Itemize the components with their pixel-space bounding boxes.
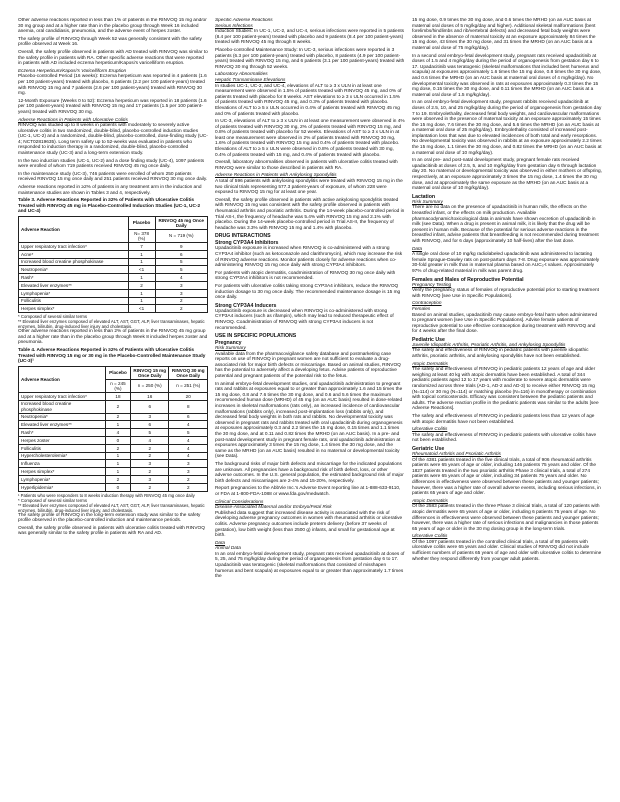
subheading: Atopic Dermatitis <box>412 498 448 504</box>
table-cell: 4 <box>130 436 169 444</box>
table-header-cell: Placebo <box>105 366 130 379</box>
table-row <box>19 392 208 400</box>
paragraph: In a second oral embryo-fetal development study, pregnant rats received upadacitinib at doses of 1.5 and 4 mg/kg/day during the period of organogenesis from gestation day 6 to 17. Upadacitinib was teratogenic (skeletal malformations that included bent humerus and scapula) at exposures approximately 1.6 times the 15 mg dose, 0.8 times the 30 mg dose, and 0.6 times the MRHD (on an AUC basis at maternal oral doses of 4 mg/kg/day). No developmental toxicity was observed in rats at exposures approximately 0.3 times the 15 mg dose, 0.15 times the 30 mg dose, and 0.11 times the MRHD (on an AUC basis at a maternal oral dose of 1.5 mg/kg/day). <box>412 53 602 98</box>
table-header-cell: RINVOQ 30 mg Once Daily <box>169 366 208 379</box>
subheading: Contraception <box>412 301 442 307</box>
table-cell: Upper respiratory tract infection* <box>19 243 129 251</box>
table-cell: Folliculitis <box>19 444 106 452</box>
table-cell: 5 <box>155 266 208 274</box>
section-heading: DRUG INTERACTIONS <box>215 233 271 240</box>
table-cell: 8 <box>169 400 208 413</box>
paragraph: Verify the pregnancy status of females of reproductive potential prior to starting treatment with RINVOQ [see Use in Specific Populations]. <box>412 288 599 299</box>
table-cell: Elevated liver enzymes** <box>19 281 129 289</box>
table-3 <box>18 216 208 313</box>
table-cell: Neutropenia* <box>19 413 106 421</box>
table-cell: 0 <box>105 436 130 444</box>
paragraph: Overall, laboratory abnormalities observed in patients with ulcerative colitis treated with RINVOQ were similar to those described in patients with RA. <box>215 160 398 171</box>
subheading: Clinical Considerations <box>215 499 264 505</box>
paragraph: Of the 2583 patients treated in the three Phase 3 clinical trials, a total of 120 patients with atopic dermatitis were 65 years of age or older, including 6 patients 75 years of age. No differences in effectiveness were observed between these patients and younger patients; however, there was a higher rate of serious infections and malignancies in those patients 65 years of age or older in the 30 mg dosing group in the long-term trials. <box>412 504 600 532</box>
paragraph: The safety profile of RINVOQ in the long-term extension study was similar to the safety profile observed in the placebo-controlled induction and maintenance periods. <box>18 512 201 524</box>
table-cell: Acne* <box>19 250 129 258</box>
paragraph: In studies UC-1, UC-2, and UC-4, elevations of ALT to ≥ 3 x ULN in at least one measurement were observed in 1.5% of patients treated with RINVOQ 45 mg, and 0% of patients treated with placebo for 8 weeks. AST elevations to ≥ 3 x ULN occurred in 1.5% of patients treated with RINVOQ 45 mg, and 0.3% of patients treated with placebo. Elevations of ALT to ≥ 5 x ULN occurred in 0.4% of patients treated with RINVOQ 45 mg and 0% of patients treated with placebo. <box>215 83 402 117</box>
paragraph: Overall, the safety profile observed in patients with AD treated with RINVOQ was similar to the safety profile in patients with RA. Other specific adverse reactions that were reported in patients with AD included eczema herpeticum/Kaposi's varicelliform eruption. <box>18 49 208 67</box>
table-cell: Lymphopenia* <box>19 289 129 297</box>
table-cell: 3 <box>155 281 208 289</box>
subheading: Data <box>412 246 423 252</box>
section-heading: Strong CYP3A4 Inducers <box>215 302 277 309</box>
table-cell: 1 <box>128 250 155 258</box>
table-cell: Increased blood creatine phosphokinase <box>19 258 129 266</box>
paragraph: Upadacitinib exposure is decreased when RINVOQ is co-administered with strong CYP3A4 inducers (such as rifampin), which may lead to reduced therapeutic effect of RINVOQ. Coadministration of RINVOQ with strong CYP3A4 inducers is not recommended. <box>215 308 394 331</box>
paragraph: In an oral pre- and post-natal development study, pregnant female rats received upadacitinib at doses of 2.5, 5, and 10 mg/kg/day from gestation day 6 through lactation day 20. No maternal or developmental toxicity was observed in either mothers or offspring, respectively, at an exposure approximately 3 times the 15 mg dose, 1.4 times the 30 mg dose, and at approximately the same exposure as the MRHD (on an AUC basis at a maternal oral dose of 10 mg/kg/day). <box>412 158 602 192</box>
table-cell: Upper respiratory tract infection* <box>19 392 106 400</box>
table-row <box>19 429 208 437</box>
table-header-cell: Adverse Reaction <box>19 217 129 243</box>
table-cell: 2 <box>130 468 169 476</box>
table-cell: 1 <box>105 452 130 460</box>
column-middle <box>215 18 405 788</box>
table-cell: Herpes zoster <box>19 436 106 444</box>
table-row <box>19 452 208 460</box>
section-heading: Pediatric Use <box>412 336 445 343</box>
paragraph: Published data suggest that increased disease activity is associated with the risk of developing adverse pregnancy outcomes in women with rheumatoid arthritis or ulcerative colitis. Adverse pregnancy outcomes include preterm delivery (before 37 weeks of gestation), low birth weight (less than 2500 g) infants, and small for gestational age at birth. <box>215 510 403 539</box>
paragraph: The background risks of major birth defects and miscarriage for the indicated populations are unknown. All pregnancies have a background risk of birth defect, loss, or other adverse outcomes. In the U.S. general population, the estimated background risk of major birth defects and miscarriages are 2-4% and 15-20%, respectively. <box>215 461 404 484</box>
paragraph: The safety and effectiveness of RINVOQ in pediatric patients with ulcerative colitis have not been established. <box>412 432 597 444</box>
paragraph: In the maintenance study (UC-3), 746 patients were enrolled of whom 250 patients received RINVOQ 15 mg once daily and 251 patients received RINVOQ 30 mg once daily. <box>18 171 208 183</box>
subheading: Specific Adverse Reactions <box>215 18 273 23</box>
subheading: Ulcerative Colitis <box>412 427 448 433</box>
table-cell: 3 <box>169 460 208 468</box>
subheading: Serious Infections <box>215 23 253 29</box>
table-cell: 2 <box>169 483 208 491</box>
table-row <box>19 483 208 491</box>
table-4-caption: Table 4. Adverse Reactions Reported in ≥2% of Patients with Ulcerative Colitis Treated with RINVOQ 15 mg or 30 mg in the Placebo-Controlled Maintenance Study (UC-3)¹ <box>18 347 206 365</box>
table-cell: Elevated liver enzymes** <box>19 421 106 429</box>
table-header-cell: RINVOQ 45 mg Once Daily <box>155 217 208 230</box>
table-row <box>19 281 208 289</box>
section-heading: Strong CYP3A4 Inhibitors <box>215 240 279 247</box>
subheading: Risk Summary <box>412 199 443 205</box>
table-cell: 1 <box>105 460 130 468</box>
table-n-cell: N = 719 (%) <box>155 230 208 243</box>
table-cell: 6 <box>155 250 208 258</box>
table-cell: 1 <box>128 274 155 282</box>
paragraph: In the two induction studies (UC-1, UC-2) and a dose finding study (UC-4), 1097 patients were enrolled of whom 719 patients received RINVOQ 45 mg once daily. <box>18 158 205 170</box>
paragraph: There are no data on the presence of upadacitinib in human milk, the effects on the breastfed infant, or the effects on milk production. Available pharmacodynamic/toxicological data in animals have shown excretion of upadacitinib in milk (see Data). When a drug is present in animal milk, it is likely that the drug will be present in human milk. Because of the potential for serious adverse reactions in the breastfed infant, advise patients that breastfeeding is not recommended during treatment with RINVOQ, and for 6 days (approximately 10 half-lives) after the last dose. <box>412 205 599 244</box>
table-n-cell: n = 245 (%) <box>105 379 130 392</box>
table-cell: 2 <box>130 483 169 491</box>
column-right <box>412 18 602 788</box>
subheading: Adverse Reactions in Patients with Ulcerative Colitis <box>18 117 128 123</box>
section-heading: Lactation <box>412 193 436 200</box>
table-cell: 5 <box>169 429 208 437</box>
table-cell: 3 <box>130 475 169 483</box>
table-cell: Hyperlipidemia* <box>19 483 106 491</box>
paragraph: For patients with atopic dermatitis, coadministration of RINVOQ 30 mg once daily with strong CYP3A4 inhibitors is not recommended. <box>215 270 396 282</box>
table-row <box>19 436 208 444</box>
table-cell: Herpes simplex* <box>19 468 106 476</box>
table-cell: Hypercholesterolemia* <box>19 452 106 460</box>
table-3-caption: Table 3. Adverse Reactions Reported in ≥2% of Patients with Ulcerative Colitis Treated with RINVOQ 45 mg in Placebo-Controlled Induction Studies (UC-1, UC-2 and UC-4) <box>18 198 201 215</box>
subheading: Adverse Reactions in Patients with Ankylosing Spondylitis <box>215 173 337 179</box>
paragraph: In UC-3, elevations of ALT to ≥ 3 x ULN in at least one measurement were observed in 4% of patients treated with RINVOQ 30 mg, 2% of patients treated with RINVOQ 15 mg, and 0.8% of patients treated with placebo for 52 weeks. Elevations of AST to ≥ 3 x ULN in at least one measurement were observed in 2% of patients treated with RINVOQ 30 mg, 1.6% of patients treated with RINVOQ 15 mg and 0.4% of patients treated with placebo. Elevations of ALT to ≥ 5 x ULN were observed in 0.8% of patients treated with 30 mg, 0.4% of patients treated with 15 mg, and 0.4% of patients treated with placebo. <box>215 119 405 158</box>
table-cell: <1 <box>128 305 155 313</box>
table-row <box>19 258 208 266</box>
table-footnote: ** Elevated liver enzymes composed of elevated ALT, AST, GGT, ALP, liver transaminases, hepatic enzymes, bilirubin, drug-induced liver injury and cholestasis. <box>18 319 205 330</box>
table-cell: 1 <box>128 289 155 297</box>
paragraph: A single oral dose of 10 mg/kg radiolabeled upadacitinib was administered to lactating female Sprague-Dawley rats on post-partum days 7-8. Drug exposure was approximately 30-fold greater in milk than in maternal plasma based on AUC₀-t values. Approximately 97% of drug-related material in milk was parent drug. <box>412 252 600 274</box>
subheading: Pregnancy Testing <box>412 282 452 288</box>
table-cell: Lymphopenia* <box>19 475 106 483</box>
table-cell: 4 <box>169 421 208 429</box>
table-4 <box>18 366 208 492</box>
table-header-cell: Placebo <box>128 217 155 230</box>
table-cell: 2 <box>155 305 208 313</box>
table-cell: 3 <box>169 468 208 476</box>
table-header-cell: RINVOQ 15 mg Once Daily <box>130 366 169 379</box>
paragraph: Overall, the safety profile observed in patients with ulcerative colitis treated with RINVOQ was generally similar to the safety profile in patients with RA and AD. <box>18 525 205 537</box>
table-footnote: ¹ Patients who were responders to 8 weeks induction therapy with RINVOQ 45 mg once daily <box>18 492 195 498</box>
table-cell: 9 <box>155 243 208 251</box>
table-cell: Increased blood creatine phosphokinase <box>19 400 106 413</box>
table-row <box>19 305 208 313</box>
paragraph: The safety profile of RINVOQ through Week 52 was generally consistent with the safety profile observed at Week 16. <box>18 36 202 48</box>
table-row <box>19 468 208 476</box>
paragraph: Other adverse reactions reported in less than 2% of patients in the RINVOQ 45 mg group and at a higher rate than in the placebo group through Week 8 included herpes zoster and pneumonia. <box>18 329 208 346</box>
subheading: Data <box>215 540 226 546</box>
table-cell: Influenza <box>19 460 106 468</box>
paragraph: A total of 596 patients with ankylosing spondylitis were treated with RINVOQ 15 mg in the two clinical trials representing 577.3 patient-years of exposure, of whom 228 were exposed to RINVOQ 15 mg for at least one year. <box>215 179 403 196</box>
section-heading: Geriatric Use <box>412 445 445 452</box>
paragraph: In an oral embryo-fetal development study, pregnant rats received upadacitinib at doses of 5, 25, and 75 mg/kg/day during the period of organogenesis from gestation day 6 to 17. Upadacitinib was teratogenic (skeletal malformations that consisted of misshapen humerus and bent scapula) at exposures equal to or greater than approximately 1.7 times the <box>215 551 405 580</box>
table-footnote: * Composed of several similar terms <box>18 497 88 503</box>
paragraph: Induction Studies: In UC-1, UC-2, and UC-4, serious infections were reported in 5 patients (8.4 per 100 patient-years) treated with placebo and 9 patients (8.4 per 100 patient-years) treated with RINVOQ 45 mg through 8 weeks. <box>215 29 405 46</box>
table-row <box>19 274 208 282</box>
section-heading: USE IN SPECIFIC POPULATIONS <box>215 333 297 340</box>
subheading: Juvenile Idiopathic Arthritis, Psoriatic Arthritis, and Ankylosing Spondylitis <box>412 342 566 348</box>
paragraph: Placebo-controlled Maintenance Study: In UC-3, serious infections were reported in 3 patients (6.3 per 100 patient-years) treated with placebo, 8 patients (4.9 per 100 patient-years) treated with RINVOQ 15 mg, and 6 patients (3.1 per 100 patient-years) treated with RINVOQ 30 mg through 52 weeks. <box>215 47 405 70</box>
subheading: Atopic Dermatitis <box>412 361 448 367</box>
table-row <box>19 243 208 251</box>
table-cell: 18 <box>105 392 130 400</box>
table-cell: 2 <box>105 444 130 452</box>
paragraph: The safety and effectiveness of RINVOQ in pediatric patients 12 years of age and older weighing at least 40 kg with atopic dermatitis have been established. A total of 344 pediatric patients aged 12 to 17 years with moderate to severe atopic dermatitis were randomized across three trials (AD-1, AD-2 and AD-3) to receive either RINVOQ 15 mg (N=114) or 30 mg (N=114) or matching placebo (N=116) in monotherapy or combination with topical corticosteroids. Efficacy was consistent between the pediatric patients and adults. The adverse reaction profile in the pediatric patients was similar to the adults [see Adverse Reactions]. <box>412 367 599 412</box>
subheading: Animal Data <box>215 546 241 552</box>
table-header-cell: Adverse Reaction <box>19 366 106 392</box>
table-cell: 2 <box>105 413 130 421</box>
table-cell: 20 <box>169 392 208 400</box>
paragraph: In animal embryo-fetal development studies, oral upadacitinib administration to pregnant rats and rabbits at exposures equal to or greater than approximately 1.6 and 15 times the 15 mg dose, 0.8 and 7.6 times the 30 mg dose, and 0.6 and 5.6 times the maximum recommended human dose (MRHD) of 45 mg (on an AUC basis) resulted in dose-related increases in skeletal malformations (rats only), an increased incidence of cardiovascular malformations (rabbits only), increased post-implantation loss (rabbits only), and decreased fetal body weights in both rats and rabbits. No developmental toxicity was observed in pregnant rats and rabbits treated with oral upadacitinib during organogenesis at exposures approximately 0.3 and 2.2 times the 15 mg dose, 0.15 times and 1.1 times the 30 mg dose, and at 0.11 and 0.82 times the MRHD (on an AUC basis). In a pre- and post-natal development study in pregnant female rats, oral upadacitinib administration at exposures approximately 3 times the 15 mg dose, 1.4 times the 30 mg dose, and the same as the MRHD (on an AUC basis) resulted in no maternal or developmental toxicity (see Data). <box>215 381 403 460</box>
table-cell: 4 <box>169 436 208 444</box>
table-cell: 3 <box>155 289 208 297</box>
table-cell: 1 <box>128 258 155 266</box>
table-cell: 2 <box>128 281 155 289</box>
table-cell: 6 <box>130 400 169 413</box>
table-cell: Rash* <box>19 429 106 437</box>
paragraph: Other adverse reactions reported in less than 1% of patients in the RINVOQ 15 mg and/or 30 mg group and at a higher rate than in the placebo group through Week 16 included anemia, oral candidiasis, pneumonia, and the adverse event of herpes zoster. <box>18 18 207 35</box>
paragraph: Of the 1097 patients treated in the controlled clinical trials, a total of 95 patients with ulcerative colitis were 65 years and older. Clinical studies of RINVOQ did not include sufficient numbers of patients 65 years of age and older with ulcerative colitis to determine whether they respond differently from younger adult patients. <box>412 539 602 562</box>
paragraph: Of the 4381 patients treated in the five clinical trials, a total of 906 rheumatoid arthritis patients were 65 years of age or older, including 146 patients 75 years and older. Of the 1827 patients treated in the two psoriatic arthritis Phase 3 clinical trials, a total of 274 patients were 65 years of age or older, including 34 patients 75 years and older. No differences in effectiveness were observed between these patients and younger patients; however, there was a higher rate of overall adverse events, including serious infections, in patients 65 years of age and older. <box>412 457 601 497</box>
table-cell: 2 <box>130 444 169 452</box>
table-cell: <1 <box>128 266 155 274</box>
subheading: Rheumatoid Arthritis and Psoriatic Arthritis <box>412 451 501 457</box>
subheading: Females <box>412 306 431 312</box>
document-page <box>18 18 602 788</box>
table-footnote: * Composed of several similar terms <box>18 314 88 320</box>
paragraph: The safety and effectiveness of RINVOQ in pediatric patients with juvenile idiopathic arthritis, psoriatic arthritis, and ankylosing spondylitis have not been established. <box>412 348 589 360</box>
table-cell: 7 <box>128 243 155 251</box>
table-cell: 2 <box>105 400 130 413</box>
table-row <box>19 297 208 305</box>
table-cell: 6 <box>130 421 169 429</box>
paragraph: Upadacitinib exposure is increased when RINVOQ is co-administered with a strong CYP3A4 inhibitor (such as ketoconazole and clarithromycin), which may increase the risk of RINVOQ adverse reactions. Monitor patients closely for adverse reactions when co-administering RINVOQ 15 mg once daily with strong CYP3A4 inhibitors. <box>215 246 403 269</box>
table-cell: 5 <box>155 258 208 266</box>
subheading: Risk Summary <box>215 346 246 352</box>
paragraph: Based on animal studies, upadacitinib may cause embryo-fetal harm when administered to pregnant women [see Use in Specific Populations]. Advise female patients of reproductive potential to use effective contraception during treatment with RINVOQ and for 4 weeks after the final dose. <box>412 312 598 335</box>
table-cell: 4 <box>155 274 208 282</box>
table-cell: 0 <box>105 483 130 491</box>
table-cell: 2 <box>169 475 208 483</box>
subheading: Hepatic Transaminase Elevations <box>215 77 286 83</box>
paragraph: Placebo-controlled Period (16 weeks): Eczema herpeticum was reported in 4 patients (1.6 per 100 patient-years) treated with placebo, 6 patients (2.2 per 100 patient-years) treated with RINVOQ 15 mg and 7 patients (2.6 per 100 patient-years) treated with RINVOQ 30 mg. <box>18 74 207 97</box>
table-footnote: ** Elevated liver enzymes composed of elevated ALT, AST, GGT, ALP, liver transaminases, hepatic enzymes, bilirubin, drug-induced liver injury, and cholestasis. <box>18 502 205 513</box>
table-cell: 2 <box>130 452 169 460</box>
paragraph: RINVOQ was studied up to 8 weeks in patients with moderately to severely active ulcerative colitis in two randomized, double-blind, placebo-controlled induction studies (UC-1, UC-2) and a randomized, double-blind, placebo-controlled, dose-finding study (UC-4; NCT02819635). Long term safety up to 52-weeks was evaluated in patients who responded to induction therapy in a randomized, double-blind, placebo-controlled maintenance study (UC-3) and a long-term extension study. <box>18 123 208 157</box>
table-header-row <box>19 217 208 230</box>
paragraph: The safety and effectiveness of RINVOQ in pediatric patients less than 12 years of age with atopic dermatitis have not been established. <box>412 414 595 425</box>
table-cell: 5 <box>130 429 169 437</box>
subheading: Laboratory Abnormalities <box>215 72 268 78</box>
table-cell: 16 <box>130 392 169 400</box>
table-cell: 3 <box>130 413 169 421</box>
table-n-cell: n = 251 (%) <box>169 379 208 392</box>
section-heading: Females and Males of Reproductive Potential <box>412 276 524 283</box>
subheading: Ulcerative Colitis <box>412 534 448 540</box>
table-cell: Neutropenia* <box>19 266 129 274</box>
paragraph: For patients with ulcerative colitis taking strong CYP3A4 inhibitors, reduce the RINVOQ induction dosage to 30 mg once daily. The recommended maintenance dosage is 15 mg once daily. <box>215 283 401 301</box>
table-cell: 1 <box>105 421 130 429</box>
table-row <box>19 475 208 483</box>
table-row <box>19 289 208 297</box>
paragraph: Adverse reactions reported in ≥2% of patients in any treatment arm in the induction and maintenance studies are shown in Tables 3 and 4, respectively. <box>18 185 202 196</box>
column-left <box>18 18 208 788</box>
subheading: Disease-Associated Maternal and/or Embryo/Fetal Risk <box>215 505 332 511</box>
table-row <box>19 413 208 421</box>
table-row <box>19 250 208 258</box>
table-cell: 2 <box>105 475 130 483</box>
table-cell: 4 <box>105 429 130 437</box>
table-cell: 2 <box>155 297 208 305</box>
table-row <box>19 400 208 413</box>
table-cell: Herpes simplex* <box>19 305 129 313</box>
table-cell: 6 <box>169 413 208 421</box>
paragraph: 15 mg dose, 0.9 times the 30 mg dose, and 0.6 times the MRHD (on an AUC basis at maternal oral doses of 5 mg/kg/day and higher). Additional skeletal malformations (bent forelimbs/hindlimbs and rib/vertebral defects) and decreased fetal body weights were observed in the absence of maternal toxicity at an exposure approximately 84 times the 15 mg dose, 43 times the 30 mg dose, and 31 times the MRHD (on an AUC basis at a maternal oral dose of 75 mg/kg/day). <box>412 18 596 51</box>
table-header-row <box>19 366 208 379</box>
table-row <box>19 421 208 429</box>
table-n-cell: N= 378 (%) <box>128 230 155 243</box>
paragraph: In an oral embryo-fetal development study, pregnant rabbits received upadacitinib at doses of 2.5, 10, and 25 mg/kg/day during the period of organogenesis from gestation day 7 to 19. Embryolethality, decreased fetal body weights, and cardiovascular malformations were observed in the presence of maternal toxicity at an exposure approximately 15 times the 15 mg dose, 7.6 times the 30 mg dose, and 5.6 times the MRHD (on an AUC basis at a maternal oral dose of 25 mg/kg/day). Embryolethality consisted of increased post-implantation loss that was due to elevated incidences of both total and early resorptions. No developmental toxicity was observed in rabbits at an exposure approximately 2.2 times the 15 mg dose, 1.1 times the 30 mg dose, and 0.82 times the MRHD (on an AUC basis at a maternal oral dose of 10 mg/kg/day). <box>412 100 602 156</box>
paragraph: Available data from the pharmacovigilance safety database and postmarketing case reports on use of RINVOQ in pregnant women are not sufficient to evaluate a drug-associated risk for major birth defects or miscarriage. Based on animal studies, RINVOQ has the potential to adversely affect a developing fetus. Advise patients of reproductive potential and pregnant patients of the potential risk to the fetus. <box>215 351 401 380</box>
table-cell: 3 <box>130 460 169 468</box>
table-cell: 1 <box>105 468 130 476</box>
paragraph: Overall, the safety profile observed in patients with active ankylosing spondylitis treated with RINVOQ 15 mg was consistent with the safety profile observed in patients with rheumatoid arthritis and psoriatic arthritis. During the 14-week placebo-controlled period in Trial AS-I, the frequency of headache was 5.4% with RINVOQ 15 mg and 2.1% with placebo. During the 14-week placebo-controlled period in Trial AS-II, the frequency of headache was 3.3% with RINVOQ 15 mg and 1.4% with placebo. <box>215 197 405 231</box>
table-cell: Rash* <box>19 274 129 282</box>
paragraph: 12-Month Exposure (Weeks 0 to 52): Eczema herpeticum was reported in 18 patients (1.6 per 100 patient-years) treated with RINVOQ 15 mg and 17 patients (1.5 per 100 patient-years) treated with RINVOQ 30 mg. <box>18 98 207 115</box>
table-row <box>19 444 208 452</box>
table-row <box>19 266 208 274</box>
table-cell: 4 <box>169 444 208 452</box>
table-cell: 4 <box>169 452 208 460</box>
subheading: Eczema Herpeticum/Kaposi's Varicelliform Eruption <box>18 68 127 74</box>
paragraph: Report pregnancies to the AbbVie Inc.'s Adverse Event reporting line at 1-888-633-9110, or FDA at 1-800-FDA-1088 or www.fda.gov/medwatch. <box>215 486 401 497</box>
table-row <box>19 460 208 468</box>
table-cell: Folliculitis <box>19 297 129 305</box>
table-cell: 1 <box>128 297 155 305</box>
section-heading: Pregnancy <box>215 340 242 347</box>
table-n-cell: n = 250 (%) <box>130 379 169 392</box>
